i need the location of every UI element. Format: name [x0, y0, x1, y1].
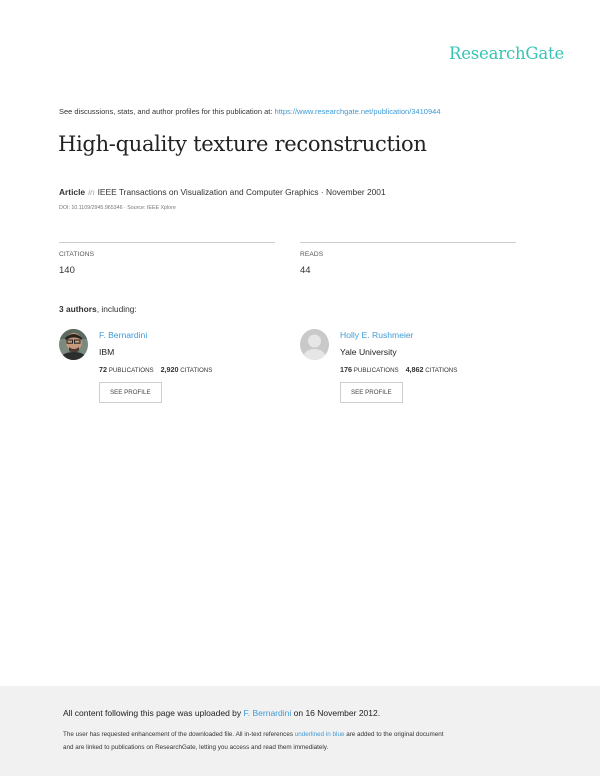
authors-heading [59, 304, 137, 314]
in-word: in [88, 187, 95, 197]
publications-label: PUBLICATIONS [353, 367, 399, 374]
see-profile-button[interactable]: SEE PROFILE [340, 382, 403, 403]
author-institution: Yale University [340, 347, 397, 357]
default-avatar-icon [300, 329, 329, 360]
publication-venue: IEEE Transactions on Visualization and Computer Graphics · November 2001 [97, 187, 386, 197]
avatar[interactable] [300, 329, 329, 360]
citations-stat [59, 242, 275, 276]
footer [0, 686, 600, 776]
intro-text: See discussions, stats, and author profiles for this publication at: [59, 107, 273, 116]
publication-count: 176 [340, 365, 352, 374]
enhancement-notice [63, 731, 444, 738]
citation-count: 4,862 [405, 365, 424, 374]
intro-line [59, 107, 441, 116]
reads-label: READS [300, 251, 324, 258]
author-counts [99, 365, 212, 374]
upload-notice-pre: All content following this page was uploaded by [63, 708, 242, 718]
upload-notice [63, 708, 380, 718]
citations-label: CITATIONS [59, 251, 95, 258]
citations-count-label: CITATIONS [180, 367, 213, 374]
publication-count: 72 [99, 365, 107, 374]
researchgate-logo[interactable]: ResearchGate [449, 44, 565, 63]
publication-meta [59, 187, 386, 197]
citations-value: 140 [59, 265, 75, 276]
upload-notice-post: on 16 November 2012. [293, 708, 381, 718]
see-profile-button[interactable]: SEE PROFILE [99, 382, 162, 403]
avatar[interactable] [59, 329, 88, 360]
author-photo-icon [59, 329, 88, 360]
paper-title: High-quality texture reconstruction [58, 132, 427, 156]
author-counts [340, 365, 457, 374]
author-institution: IBM [99, 347, 115, 357]
uploader-link[interactable]: F. Bernardini [243, 708, 292, 718]
authors-heading-rest: , including: [96, 304, 137, 314]
enhancement-post: are added to the original document [346, 731, 444, 738]
publication-type: Article [59, 187, 86, 197]
citations-count-label: CITATIONS [425, 367, 458, 374]
reads-value: 44 [300, 265, 311, 276]
enhancement-notice-cont: and are linked to publications on ResearchGate, letting you access and read them immediately. [63, 744, 329, 751]
author-name[interactable]: Holly E. Rushmeier [340, 330, 414, 340]
citation-count: 2,920 [160, 365, 179, 374]
author-name[interactable]: F. Bernardini [99, 330, 148, 340]
reads-stat [300, 242, 516, 276]
publications-label: PUBLICATIONS [108, 367, 154, 374]
doi-source: DOI: 10.1109/2945.965346 · Source: IEEE Xplore [59, 205, 176, 211]
publication-link[interactable]: https://www.researchgate.net/publication/3410944 [274, 107, 441, 116]
underlined-blue-text: underlined in blue [294, 731, 345, 738]
authors-count: 3 authors [59, 304, 97, 314]
enhancement-pre: The user has requested enhancement of the downloaded file. All in-text references [63, 731, 293, 738]
